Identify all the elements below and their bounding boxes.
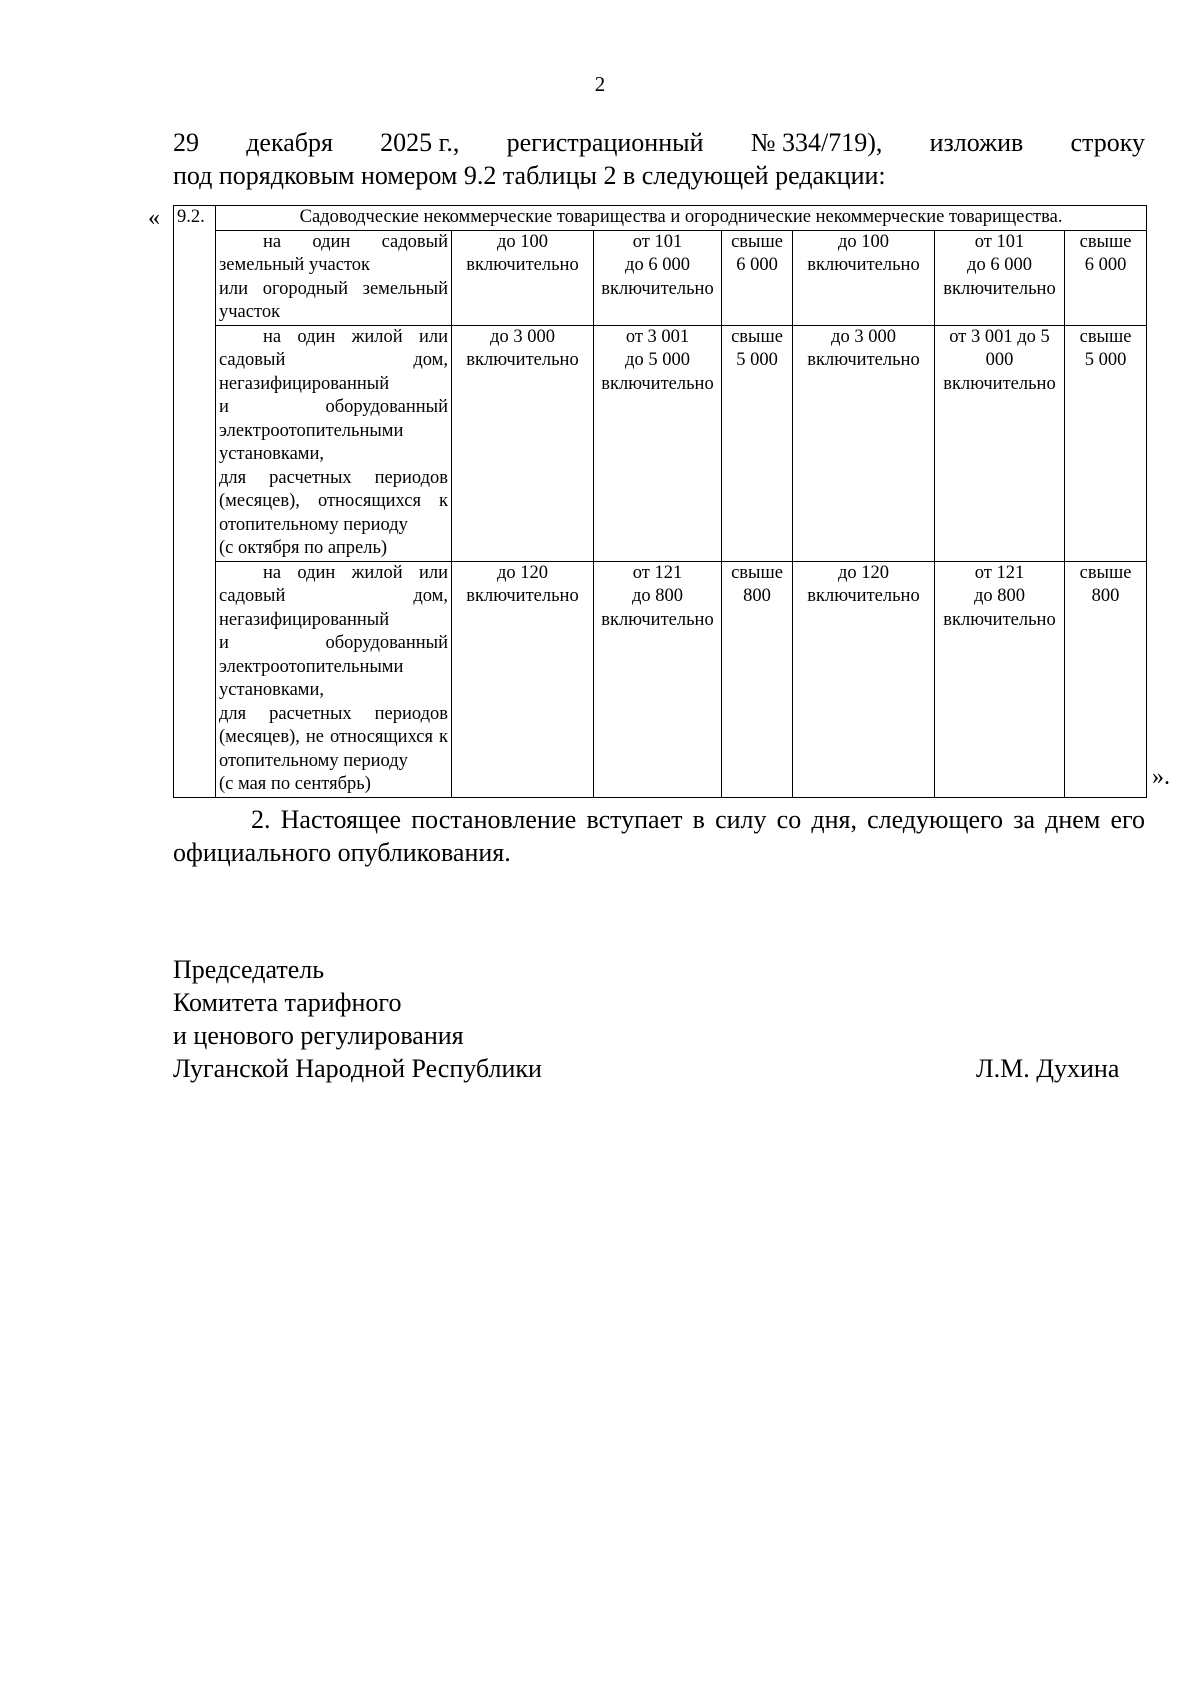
range-line: включительно	[466, 586, 579, 606]
range-line: свыше	[731, 326, 783, 347]
signature-line: Председатель	[173, 955, 325, 984]
range-line: свыше	[1079, 231, 1132, 252]
table-title-row	[174, 206, 1147, 231]
description-line: для расчетных периодов (месяцев), относящихся к отопительному периоду	[219, 467, 448, 535]
intro-word: изложив	[929, 128, 1024, 157]
volume-range-cell	[1065, 230, 1147, 325]
quote-close: ».	[1152, 764, 1170, 790]
volume-range-cell	[594, 561, 722, 797]
tariff-table	[173, 205, 1147, 798]
volume-range-cell	[935, 325, 1065, 561]
range-line: 6 000	[736, 255, 778, 275]
description-line: для расчетных периодов (месяцев), не относящихся к отопительному периоду	[219, 703, 448, 771]
intro-line-2: под порядковым номером 9.2 таблицы 2 в следующей редакции:	[173, 161, 886, 190]
range-line: до 5 000	[625, 350, 690, 370]
range-line: включительно	[807, 350, 920, 370]
quote-open: «	[148, 205, 160, 231]
signature-block	[173, 953, 542, 1085]
range-line: до 6 000	[967, 255, 1032, 275]
signature-line: Комитета тарифного	[173, 988, 402, 1017]
intro-line-1	[173, 126, 1145, 159]
range-line: включительно	[466, 255, 579, 275]
paragraph-2: 2. Настоящее постановление вступает в силу со дня, следующего за днем его официального опубликования.	[173, 805, 1145, 867]
table-title: Садоводческие некоммерческие товарищества и огороднические некоммерческие товарищества.	[216, 206, 1147, 231]
volume-range-cell	[594, 325, 722, 561]
intro-word: регистрационный	[506, 128, 704, 157]
range-line: 800	[1091, 586, 1120, 606]
range-line: включительно	[601, 278, 714, 299]
range-line: 5 000	[1084, 350, 1127, 370]
range-line: до 3 000	[490, 326, 555, 347]
volume-range-cell	[793, 230, 935, 325]
range-line: до 6 000	[625, 255, 690, 275]
description-line: на один жилой или садовый дом, негазифицированный	[219, 562, 448, 630]
volume-range-cell	[722, 230, 793, 325]
range-line: 000	[985, 350, 1014, 370]
range-line: от 3 001 до 5	[949, 326, 1050, 347]
intro-word: строку	[1070, 128, 1145, 157]
volume-range-cell	[452, 561, 594, 797]
volume-range-cell	[935, 230, 1065, 325]
range-line: свыше	[731, 231, 783, 252]
range-line: от 121	[632, 562, 683, 583]
range-line: включительно	[601, 609, 714, 630]
consumer-description	[216, 230, 452, 325]
range-line: до 3 000	[831, 326, 896, 347]
volume-range-cell	[722, 561, 793, 797]
volume-range-cell	[793, 325, 935, 561]
table-row	[174, 325, 1147, 561]
range-line: включительно	[807, 255, 920, 275]
volume-range-cell	[722, 325, 793, 561]
signer-name: Л.М. Духина	[976, 1054, 1120, 1083]
volume-range-cell	[452, 230, 594, 325]
volume-range-cell	[1065, 325, 1147, 561]
range-line: включительно	[943, 278, 1056, 299]
volume-range-cell	[935, 561, 1065, 797]
table-row	[174, 230, 1147, 325]
range-line: от 3 001	[625, 326, 690, 347]
table-row	[174, 561, 1147, 797]
range-line: до 100	[496, 231, 549, 252]
range-line: 6 000	[1084, 255, 1127, 275]
description-line: (с октября по апрель)	[219, 538, 388, 558]
range-line: до 100	[837, 231, 890, 252]
signature-line: и ценового регулирования	[173, 1021, 464, 1050]
intro-paragraph	[173, 126, 1145, 192]
range-line: 5 000	[736, 350, 778, 370]
description-line: и оборудованный электроотопительными установками,	[219, 397, 448, 464]
description-line: на один садовый земельный участок	[219, 231, 448, 275]
intro-word: декабря	[246, 128, 333, 157]
intro-word: 29	[173, 128, 199, 157]
row-number: 9.2.	[174, 206, 216, 798]
range-line: до 800	[973, 586, 1026, 606]
range-line: включительно	[601, 373, 714, 394]
signature-line: Луганской Народной Республики	[173, 1054, 542, 1083]
range-line: включительно	[943, 609, 1056, 630]
description-line: или огородный земельный участок	[219, 278, 448, 322]
range-line: от 101	[974, 231, 1025, 252]
consumer-description	[216, 561, 452, 797]
range-line: включительно	[807, 586, 920, 606]
description-line: и оборудованный электроотопительными установками,	[219, 633, 448, 700]
range-line: 800	[743, 586, 771, 606]
description-line: на один жилой или садовый дом, негазифицированный	[219, 326, 448, 394]
range-line: до 120	[496, 562, 549, 583]
range-line: свыше	[1079, 326, 1132, 347]
consumer-description	[216, 325, 452, 561]
range-line: включительно	[943, 373, 1056, 394]
volume-range-cell	[1065, 561, 1147, 797]
intro-word: 2025 г.,	[380, 128, 460, 157]
volume-range-cell	[452, 325, 594, 561]
range-line: включительно	[466, 350, 579, 370]
range-line: до 120	[837, 562, 890, 583]
volume-range-cell	[793, 561, 935, 797]
page-number: 2	[594, 72, 606, 96]
range-line: от 121	[974, 562, 1025, 583]
range-line: от 101	[632, 231, 683, 252]
description-line: (с мая по сентябрь)	[219, 774, 371, 794]
range-line: до 800	[631, 586, 684, 606]
volume-range-cell	[594, 230, 722, 325]
range-line: свыше	[731, 562, 783, 583]
intro-word: № 334/719),	[750, 128, 883, 157]
range-line: свыше	[1079, 562, 1132, 583]
